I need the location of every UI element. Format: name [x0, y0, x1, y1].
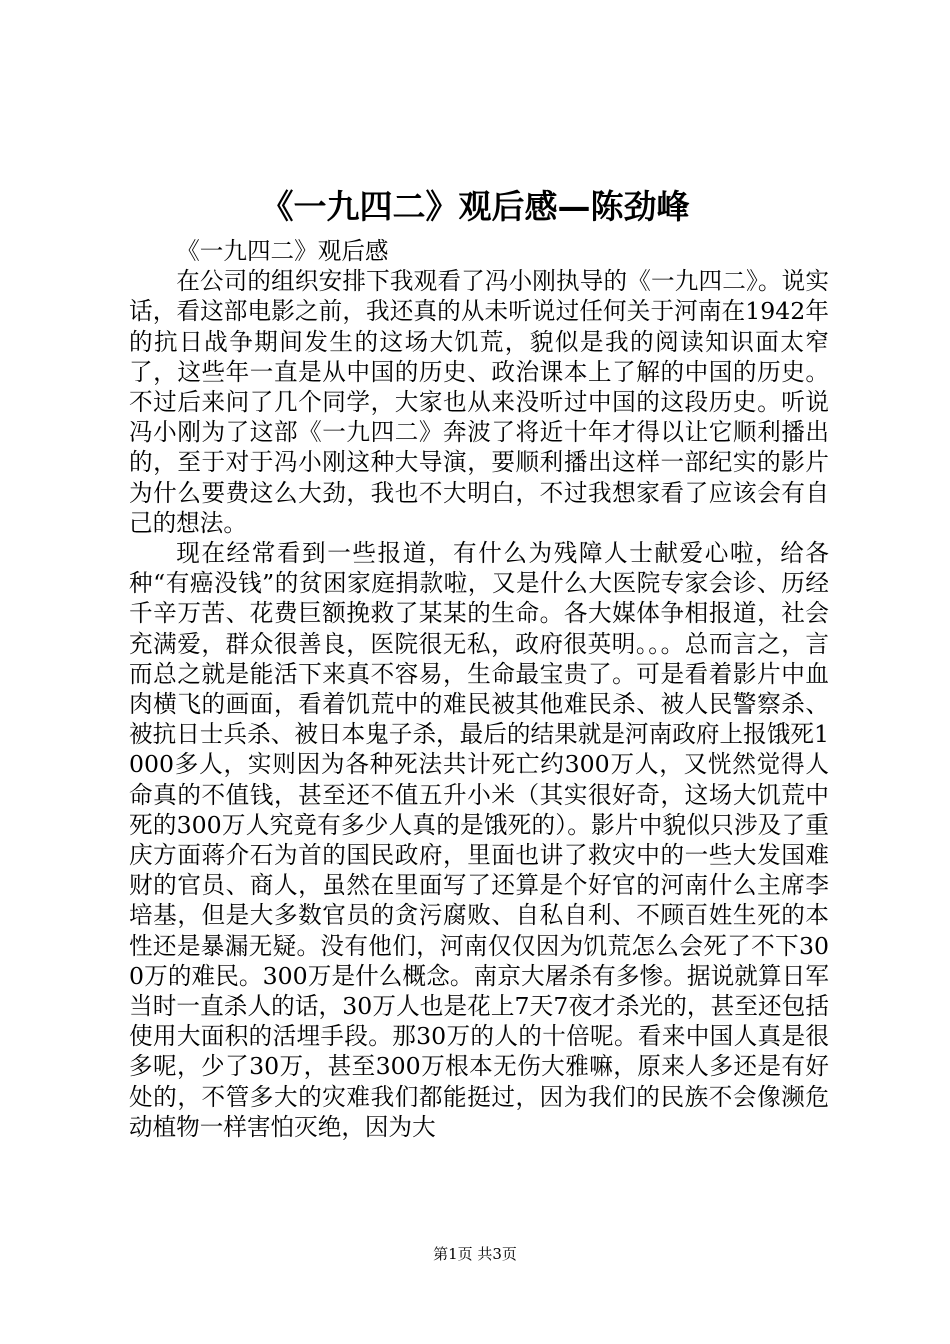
page-number-footer: 第1页 共3页	[433, 1245, 517, 1263]
document-body	[129, 236, 829, 1142]
paragraph: 现在经常看到一些报道，有什么为残障人士献爱心啦，给各种“有癌没钱”的贫困家庭捐款啦，又是什么大医院专家会诊、历经千辛万苦、花费巨额挽救了某某的生命。各大媒体争相报道，社会充满爱，群众很善良，医院很无私，政府很英明。。。总而言之，言而总之就是能活下来真不容易，生命最宝贵了。可是看着影片中血肉横飞的画面，看着饥荒中的难民被其他难民杀、被人民警察杀、被抗日士兵杀、被日本鬼子杀，最后的结果就是河南政府上报饿死1000多人，实则因为各种死法共计死亡约300万人，又恍然觉得人命真的不值钱，甚至还不值五升小米（其实很好奇，这场大饥荒中死的300万人究竟有多少人真的是饿死的）。影片中貌似只涉及了重庆方面蒋介石为首的国民政府，里面也讲了救灾中的一些大发国难财的官员、商人，虽然在里面写了还算是个好官的河南什么主席李培基，但是大多数官员的贪污腐败、自私自利、不顾百姓生死的本性还是暴漏无疑。没有他们，河南仅仅因为饥荒怎么会死了不下300万的难民。300万是什么概念。南京大屠杀有多惨。据说就算日军当时一直杀人的话，30万人也是花上7天7夜才杀光的，甚至还包括使用大面积的活埋手段。那30万的人的十倍呢。看来中国人真是很多呢，少了30万，甚至300万根本无伤大雅嘛，原来人多还是有好处的，不管多大的灾难我们都能挺过，因为我们的民族不会像濒危动植物一样害怕灭绝，因为大	[129, 539, 829, 1141]
document-title: 《一九四二》观后感—陈劲峰	[260, 187, 690, 226]
paragraph-subtitle: 《一九四二》观后感	[176, 237, 389, 265]
paragraph: 在公司的组织安排下我观看了冯小刚执导的《一九四二》。说实话，看这部电影之前，我还真的从未听说过任何关于河南在1942年的抗日战争期间发生的这场大饥荒，貌似是我的阅读知识面太窄了，这些年一直是从中国的历史、政治课本上了解的中国的历史。不过后来问了几个同学，大家也从来没听过中国的这段历史。听说冯小刚为了这部《一九四二》奔波了将近十年才得以让它顺利播出的，至于对于冯小刚这种大导演，要顺利播出这样一部纪实的影片为什么要费这么大劲，我也不大明白，不过我想家看了应该会有自己的想法。	[129, 267, 829, 537]
